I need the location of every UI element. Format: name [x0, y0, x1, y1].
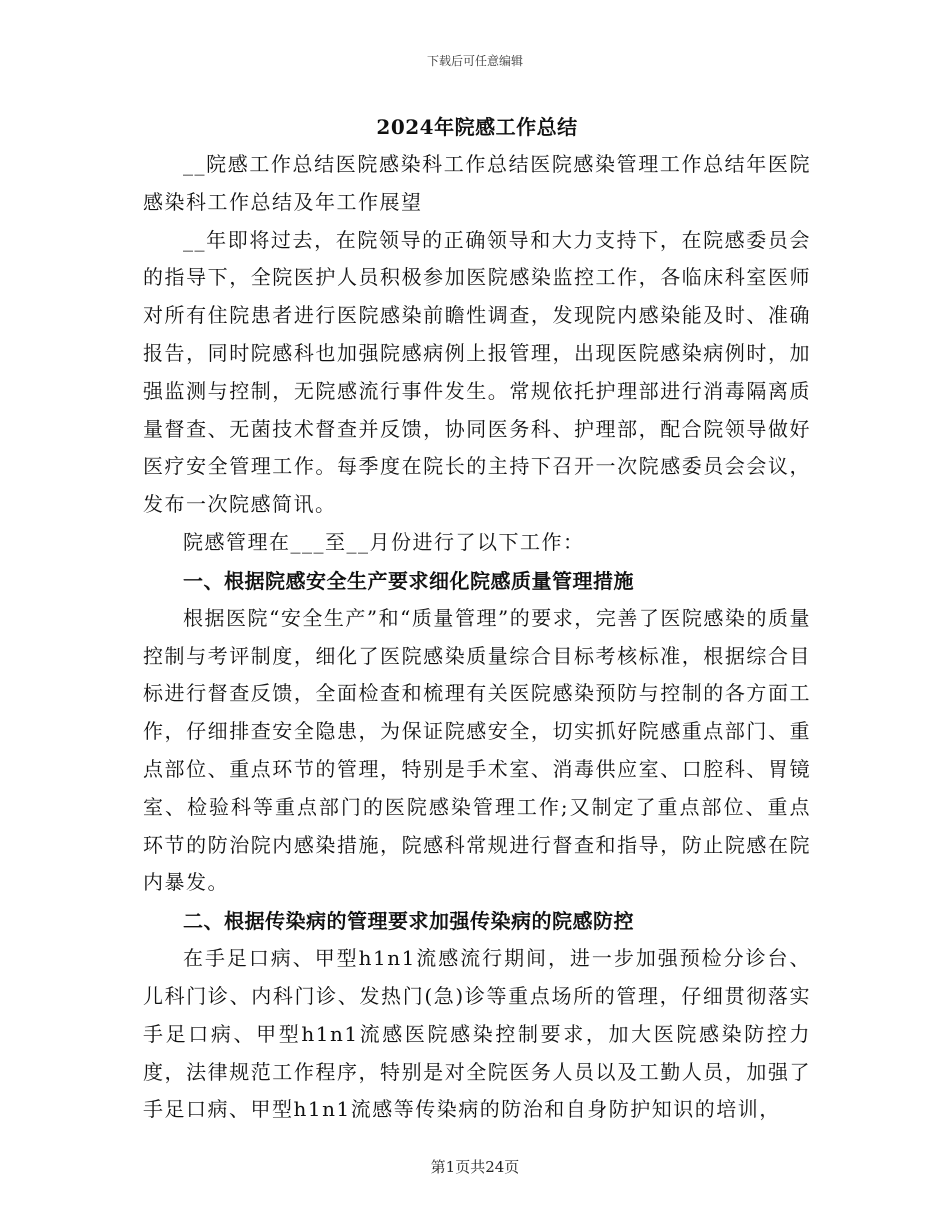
page-number: 第1页共24页: [430, 1158, 520, 1176]
work-intro-paragraph: 院感管理在___至__月份进行了以下工作：: [183, 529, 585, 554]
section-1-paragraph: 根据医院“安全生产”和“质量管理”的要求，完善了医院感染的质量控制与考评制度，细化了医院感染质量综合目标考核标准，根据综合目标进行督查反馈，全面检查和梳理有关医院感染预防与控制的各方面工作，仔细排查安全隐患，为保证院感安全，切实抓好院感重点部门、重点部位、重点环节的管理，特别是手术室、消毒供应室、口腔科、胃镜室、检验科等重点部门的医院感染管理工作;又制定了重点部位、重点环节的防治院内感染措施，院感科常规进行督查和指导，防止院感在院内暴发。: [143, 605, 811, 895]
intro-paragraph: __院感工作总结医院感染科工作总结医院感染管理工作总结年医院感染科工作总结及年工作展望: [143, 152, 811, 214]
page-header-note: 下载后可任意编辑: [426, 54, 523, 68]
section-2-paragraph: 在手足口病、甲型h1n1流感流行期间，进一步加强预检分诊台、儿科门诊、内科门诊、发热门(急)诊等重点场所的管理，仔细贯彻落实手足口病、甲型h1n1流感医院感染控制要求，加大医院感染防控力度，法律规范工作程序，特别是对全院医务人员以及工勤人员，加强了手足口病、甲型h1n1流感等传染病的防治和自身防护知识的培训，: [143, 946, 811, 1122]
document-title: 2024年院感工作总结: [376, 115, 578, 139]
summary-paragraph: __年即将过去，在院领导的正确领导和大力支持下，在院感委员会的指导下，全院医护人员积极参加医院感染监控工作，各临床科室医师对所有住院患者进行医院感染前瞻性调查，发现院内感染能及时、准确报告，同时院感科也加强院感病例上报管理，出现医院感染病例时，加强监测与控制，无院感流行事件发生。常规依托护理部进行消毒隔离质量督查、无菌技术督查并反馈，协同医务科、护理部，配合院领导做好医疗安全管理工作。每季度在院长的主持下召开一次院感委员会会议，发布一次院感简讯。: [143, 227, 811, 517]
section-2-heading: 二、根据传染病的管理要求加强传染病的院感防控: [183, 909, 634, 934]
document-body: [143, 108, 811, 1129]
section-1-heading: 一、根据院感安全生产要求细化院感质量管理措施: [183, 568, 634, 593]
